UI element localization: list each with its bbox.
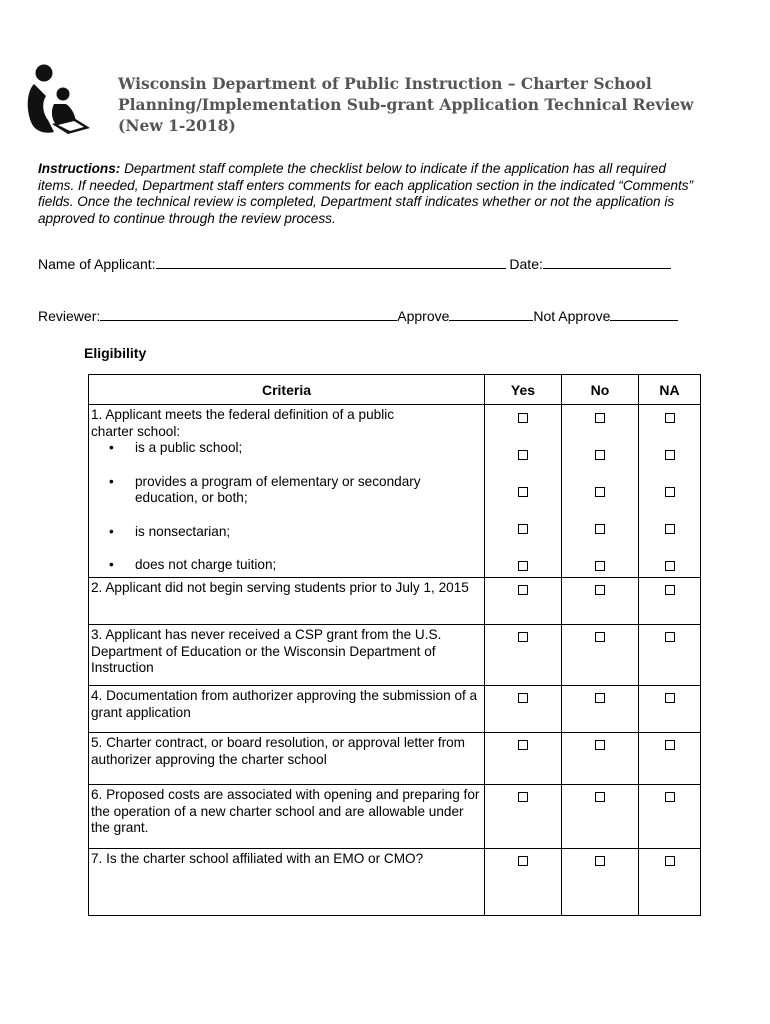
checkbox[interactable] (518, 632, 528, 642)
criteria-text: 3. Applicant has never received a CSP grant from the U.S. Department of Education or the Wisconsin Department of Instruction (91, 627, 442, 675)
yes-cell (485, 686, 562, 733)
na-cell (639, 733, 701, 785)
checkbox[interactable] (665, 856, 675, 866)
criteria-cell (89, 625, 485, 686)
date-field[interactable] (543, 254, 671, 269)
applicant-name-field[interactable] (156, 254, 506, 269)
no-cell (562, 785, 639, 849)
checkbox[interactable] (595, 693, 605, 703)
na-cell (639, 849, 701, 916)
checkbox[interactable] (518, 413, 528, 423)
criteria-text: 1. Applicant meets the federal definition of a public charter school: (91, 407, 395, 439)
reviewer-line (38, 306, 678, 324)
checkbox[interactable] (595, 561, 605, 571)
bullet-item: • does not charge tuition; (91, 557, 482, 574)
reviewer-field[interactable] (100, 306, 397, 321)
applicant-label: Name of Applicant: (38, 256, 156, 272)
checkbox[interactable] (665, 561, 675, 571)
header-na: NA (639, 375, 701, 405)
checkbox[interactable] (665, 487, 675, 497)
no-cell (562, 578, 639, 625)
applicant-line (38, 254, 671, 272)
checkbox[interactable] (518, 585, 528, 595)
checkbox[interactable] (665, 585, 675, 595)
no-cell (562, 686, 639, 733)
approve-field[interactable] (449, 306, 533, 321)
title-line-1: Wisconsin Department of Public Instruction – Charter School (118, 74, 652, 93)
criteria-bullet-list (91, 440, 482, 574)
checkbox[interactable] (595, 487, 605, 497)
no-cell (562, 625, 639, 686)
criteria-text: 5. Charter contract, or board resolution, or approval letter from authorizer approving the charter school (91, 735, 466, 767)
document-title (118, 73, 718, 136)
bullet-item: • is nonsectarian; (91, 524, 482, 541)
criteria-cell (89, 686, 485, 733)
checkbox[interactable] (665, 740, 675, 750)
checkbox[interactable] (595, 740, 605, 750)
approve-label: Approve (397, 308, 450, 324)
criteria-cell (89, 849, 485, 916)
criteria-text: 6. Proposed costs are associated with opening and preparing for the operation of a new charter school and are allowable under the grant. (91, 787, 480, 835)
checkbox[interactable] (665, 632, 675, 642)
instructions-paragraph (38, 161, 698, 227)
na-cell (639, 578, 701, 625)
criteria-cell (89, 785, 485, 849)
yes-cell (485, 849, 562, 916)
checkbox[interactable] (595, 632, 605, 642)
header-yes: Yes (485, 375, 562, 405)
table-row (89, 625, 701, 686)
checkbox[interactable] (595, 585, 605, 595)
checkbox[interactable] (595, 413, 605, 423)
checkbox[interactable] (595, 450, 605, 460)
criteria-cell (89, 578, 485, 625)
checkbox[interactable] (595, 524, 605, 534)
header-no: No (562, 375, 639, 405)
criteria-text: 7. Is the charter school affiliated with an EMO or CMO? (91, 851, 424, 866)
checkbox[interactable] (518, 524, 528, 534)
table-header-row (89, 375, 701, 405)
checkbox[interactable] (518, 561, 528, 571)
table-row (89, 578, 701, 625)
dpi-logo-icon (24, 62, 94, 136)
checkbox[interactable] (665, 450, 675, 460)
table-row (89, 405, 701, 578)
yes-cell (485, 733, 562, 785)
reviewer-label: Reviewer: (38, 308, 101, 324)
table-row (89, 849, 701, 916)
criteria-text: 4. Documentation from authorizer approving the submission of a grant application (91, 688, 478, 720)
table-row (89, 686, 701, 733)
checkbox[interactable] (665, 413, 675, 423)
table-row (89, 733, 701, 785)
instructions-label: Instructions: (38, 161, 121, 176)
na-cell (639, 625, 701, 686)
table-row (89, 785, 701, 849)
date-label: Date: (509, 256, 543, 272)
section-heading-eligibility: Eligibility (84, 345, 147, 361)
no-cell (562, 849, 639, 916)
title-line-2: Planning/Implementation Sub-grant Application Technical Review (118, 95, 694, 114)
no-cell (562, 405, 639, 578)
checkbox[interactable] (665, 524, 675, 534)
yes-cell (485, 578, 562, 625)
not-approve-label: Not Approve (533, 308, 611, 324)
na-cell (639, 686, 701, 733)
checkbox[interactable] (518, 792, 528, 802)
checkbox[interactable] (518, 856, 528, 866)
checkbox[interactable] (518, 450, 528, 460)
title-line-3: (New 1-2018) (118, 116, 236, 135)
na-cell (639, 405, 701, 578)
yes-cell (485, 625, 562, 686)
checkbox[interactable] (518, 693, 528, 703)
bullet-item: • provides a program of elementary or secondary education, or both; (91, 474, 435, 507)
checkbox[interactable] (595, 792, 605, 802)
checkbox[interactable] (518, 740, 528, 750)
checkbox[interactable] (665, 792, 675, 802)
checkbox[interactable] (518, 487, 528, 497)
eligibility-table (88, 374, 701, 916)
checkbox[interactable] (665, 693, 675, 703)
criteria-cell (89, 405, 485, 578)
na-cell (639, 785, 701, 849)
yes-cell (485, 785, 562, 849)
criteria-text: 2. Applicant did not begin serving students prior to July 1, 2015 (91, 580, 469, 595)
instructions-text: Department staff complete the checklist below to indicate if the application has all required items. If needed, Department staff enters comments for each application section in the indicated “Comments” fields. Once the technical review is completed, Department staff indicates whether or not the application is approved to continue through the review process. (38, 161, 694, 226)
criteria-cell (89, 733, 485, 785)
not-approve-field[interactable] (610, 306, 678, 321)
bullet-item: • is a public school; (91, 440, 482, 457)
header-criteria: Criteria (89, 375, 485, 405)
checkbox[interactable] (595, 856, 605, 866)
yes-cell (485, 405, 562, 578)
no-cell (562, 733, 639, 785)
